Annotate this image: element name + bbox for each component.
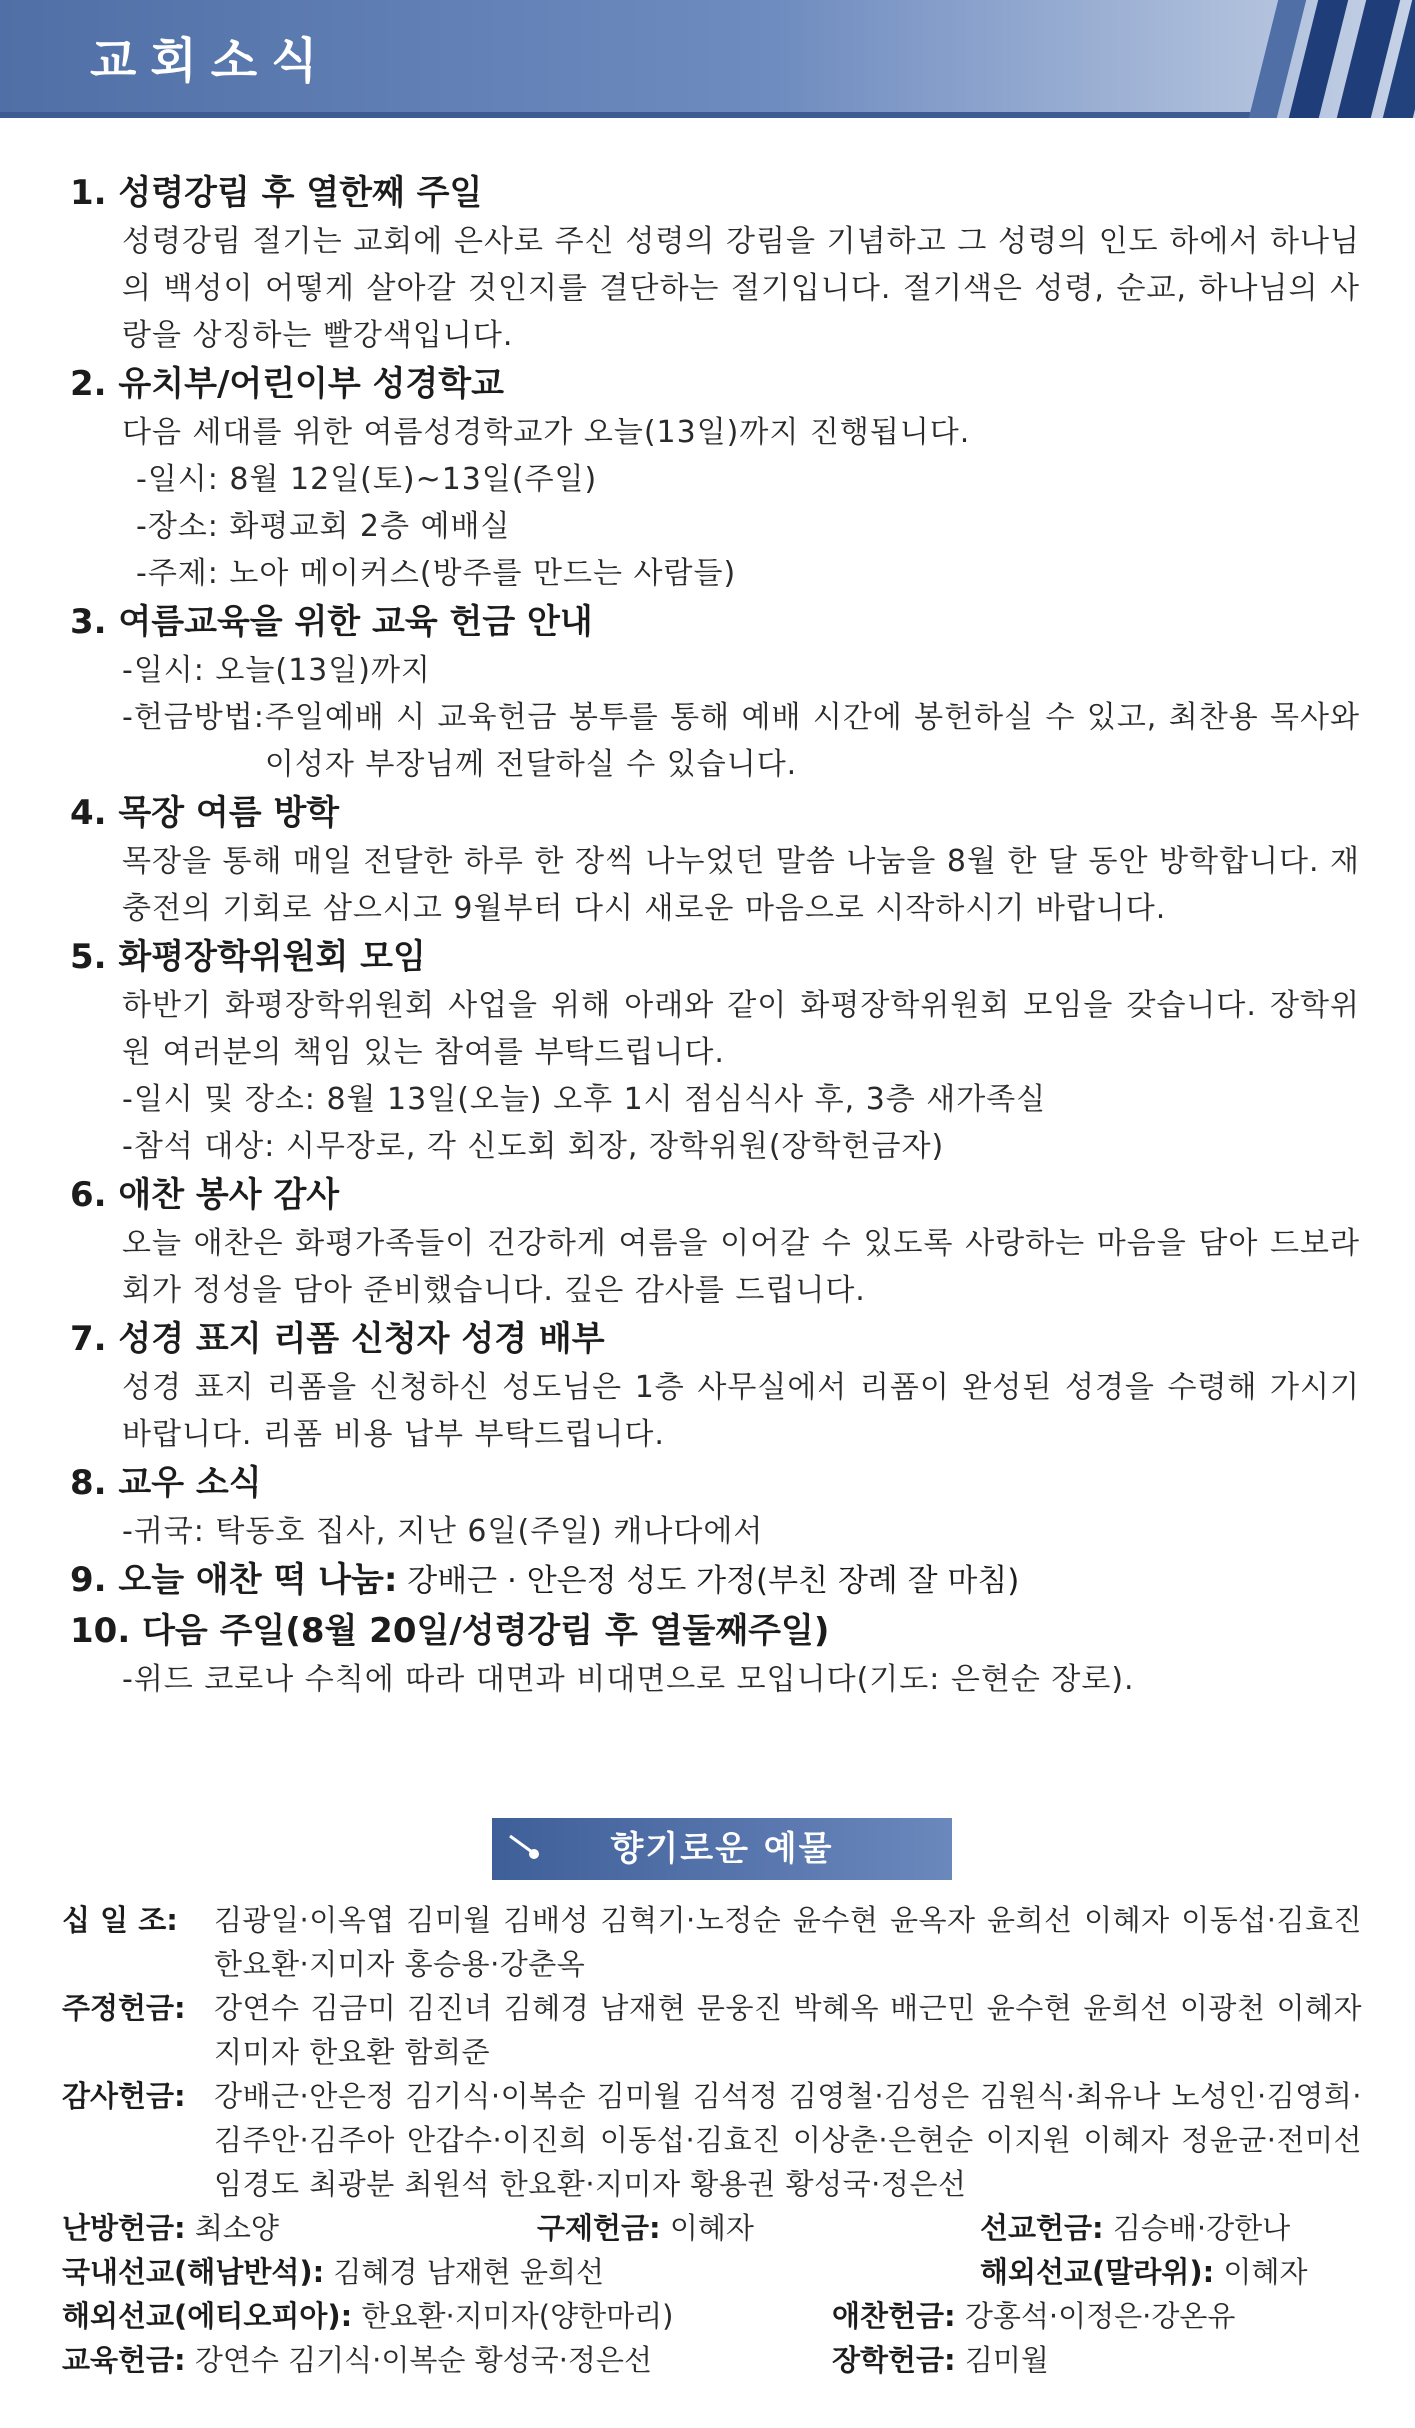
- offering-names: 강연수 김금미 김진녀 김혜경 남재현 문웅진 박혜옥 배근민 윤수현 윤희선 이광천 이혜자 지미자 한요환 함희준: [214, 1991, 1372, 2069]
- notice-detail-line: -귀국: 탁동호 집사, 지난 6일(주일) 캐나다에서: [122, 1514, 764, 1549]
- offering-names: 이혜자: [660, 2211, 754, 2245]
- notice-body: 다음 세대를 위한 여름성경학교가 오늘(13일)까지 진행됩니다.: [122, 415, 971, 450]
- offering-mini-item: [62, 2206, 279, 2250]
- offering-label: 선교헌금:: [980, 2211, 1104, 2245]
- notice-item: [70, 1314, 1360, 1458]
- offering-label: 애찬헌금:: [832, 2299, 956, 2333]
- offering-mini-item: [537, 2206, 754, 2250]
- offering-banner: [492, 1818, 952, 1880]
- notice-title: 6. 애찬 봉사 감사: [70, 1175, 340, 1215]
- notice-body: 오늘 애찬은 화평가족들이 건강하게 여름을 이어갈 수 있도록 사랑하는 마음을 담아 드보라회가 정성을 담아 준비했습니다. 깊은 감사를 드립니다.: [122, 1226, 1360, 1308]
- notice-detail-line: -일시: 오늘(13일)까지: [122, 653, 431, 688]
- offering-label: 국내선교(해남반석):: [62, 2255, 325, 2289]
- detail-text: 주일예배 시 교육헌금 봉투를 통해 예배 시간에 봉헌하실 수 있고, 최찬용 목사와 이성자 부장님께 전달하실 수 있습니다.: [264, 700, 1360, 782]
- offering-row: [62, 1986, 1372, 2074]
- offering-label: 난방헌금:: [62, 2211, 186, 2245]
- offering-mini-row: [62, 2206, 1362, 2250]
- offering-names: 김미월: [955, 2343, 1049, 2377]
- notice-title-with-inline: [70, 1555, 1360, 1606]
- offering-label: 십 일 조:: [62, 1903, 178, 1937]
- offering-mini-item: [832, 2294, 1235, 2338]
- offering-row: [62, 1898, 1372, 1986]
- notice-detail-line: -일시: 8월 12일(토)~13일(주일): [136, 462, 598, 497]
- notice-title: 9. 오늘 애찬 떡 나눔:: [70, 1560, 398, 1600]
- notice-body: 성령강림 절기는 교회에 은사로 주신 성령의 강림을 기념하고 그 성령의 인도 하에서 하나님의 백성이 어떻게 살아갈 것인지를 결단하는 절기입니다. 절기색은 성령, 순교, 하나님의 사랑을 상징하는 빨강색입니다.: [122, 224, 1360, 353]
- notice-detail-line: -주제: 노아 메이커스(방주를 만드는 사람들): [136, 556, 737, 591]
- offering-names: 강연수 김기식·이복순 황성국·정은선: [185, 2343, 652, 2377]
- header-underline: [0, 112, 1250, 118]
- notice-detail-line: -참석 대상: 시무장로, 각 신도회 회장, 장학위원(장학헌금자): [122, 1129, 945, 1164]
- notice-item: [70, 359, 1360, 597]
- offering-banner-title: 향기로운 예물: [610, 1829, 834, 1869]
- notice-item: [70, 1170, 1360, 1314]
- notice-item: [70, 1555, 1360, 1606]
- offering-names: 이혜자: [1214, 2255, 1308, 2289]
- notice-detail-line: -위드 코로나 수칙에 따라 대면과 비대면으로 모입니다(기도: 은현순 장로).: [122, 1662, 1135, 1697]
- notice-inline-text: 강배근 · 안은정 성도 가정(부친 장례 잘 마침): [397, 1563, 1020, 1599]
- notice-body: 성경 표지 리폼을 신청하신 성도님은 1층 사무실에서 리폼이 완성된 성경을 수령해 가시기 바랍니다. 리폼 비용 납부 부탁드립니다.: [122, 1370, 1360, 1452]
- notice-title: 10. 다음 주일(8월 20일/성령강림 후 열둘째주일): [70, 1611, 830, 1651]
- offering-label: 해외선교(말라위):: [980, 2255, 1215, 2289]
- offering-label: 주정헌금:: [62, 1991, 186, 2025]
- section-header: [0, 0, 1415, 118]
- notice-item: [70, 597, 1360, 788]
- offering-row: [62, 2074, 1372, 2206]
- offering-list: [62, 1898, 1372, 2382]
- offering-names: 김광일·이옥엽 김미월 김배성 김혁기·노정순 윤수현 윤옥자 윤희선 이혜자 이동섭·김효진 한요환·지미자 홍승용·강춘옥: [214, 1903, 1372, 1981]
- offering-label: 해외선교(에티오피아):: [62, 2299, 353, 2333]
- notice-item: [70, 1606, 1360, 1703]
- offering-mini-row: [62, 2294, 1362, 2338]
- section-title: 교회소식: [90, 33, 332, 89]
- arrow-icon: [506, 1830, 546, 1868]
- offering-mini-item: [62, 2338, 652, 2382]
- offering-names: 강배근·안은정 김기식·이복순 김미월 김석정 김영철·김성은 김원식·최유나 노성인·김영희·김주안·김주아 안갑수·이진희 이동섭·김효진 이상춘·은현순 이지원 이혜자 정윤균·전미선 임경도 최광분 최원석 한요환·지미자 황용권 황성국·정은선: [214, 2079, 1372, 2201]
- offering-names: 김혜경 남재현 윤희선: [324, 2255, 604, 2289]
- notice-list: [70, 168, 1360, 1703]
- notice-item: [70, 168, 1360, 359]
- offering-label: 구제헌금:: [537, 2211, 661, 2245]
- offering-names: 강홍석·이정은·강온유: [955, 2299, 1236, 2333]
- offering-mini-item: [62, 2294, 673, 2338]
- notice-body: 하반기 화평장학위원회 사업을 위해 아래와 같이 화평장학위원회 모임을 갖습니다. 장학위원 여러분의 책임 있는 참여를 부탁드립니다.: [122, 988, 1360, 1070]
- offering-mini-item: [980, 2206, 1290, 2250]
- notice-title: 5. 화평장학위원회 모임: [70, 937, 426, 977]
- offering-mini-row: [62, 2250, 1362, 2294]
- offering-label: 교육헌금:: [62, 2343, 186, 2377]
- offering-mini-item: [62, 2250, 604, 2294]
- notice-detail-hanging: [122, 694, 1360, 788]
- notice-title: 1. 성령강림 후 열한째 주일: [70, 173, 483, 213]
- notice-title: 7. 성경 표지 리폼 신청자 성경 배부: [70, 1319, 605, 1359]
- notice-title: 3. 여름교육을 위한 교육 헌금 안내: [70, 602, 593, 642]
- offering-names: 한요환·지미자(양한마리): [352, 2299, 674, 2333]
- offering-mini-item: [980, 2250, 1307, 2294]
- notice-detail-line: -일시 및 장소: 8월 13일(오늘) 오후 1시 점심식사 후, 3층 새가족실: [122, 1082, 1047, 1117]
- notice-item: [70, 932, 1360, 1170]
- offering-label: 장학헌금:: [832, 2343, 956, 2377]
- detail-label: -헌금방법:: [122, 700, 265, 735]
- offering-label: 감사헌금:: [62, 2079, 186, 2113]
- notice-title: 2. 유치부/어린이부 성경학교: [70, 364, 504, 404]
- offering-names: 김승배·강한나: [1103, 2211, 1291, 2245]
- offering-mini-row: [62, 2338, 1362, 2382]
- offering-mini-item: [832, 2338, 1049, 2382]
- notice-item: [70, 788, 1360, 932]
- notice-title: 4. 목장 여름 방학: [70, 793, 340, 833]
- offering-names: 최소양: [185, 2211, 279, 2245]
- notice-detail-line: -장소: 화평교회 2층 예배실: [136, 509, 511, 544]
- notice-item: [70, 1458, 1360, 1555]
- notice-title: 8. 교우 소식: [70, 1463, 262, 1503]
- notice-body: 목장을 통해 매일 전달한 하루 한 장씩 나누었던 말씀 나눔을 8월 한 달 동안 방학합니다. 재충전의 기회로 삼으시고 9월부터 다시 새로운 마음으로 시작하시기 바랍니다.: [122, 844, 1360, 926]
